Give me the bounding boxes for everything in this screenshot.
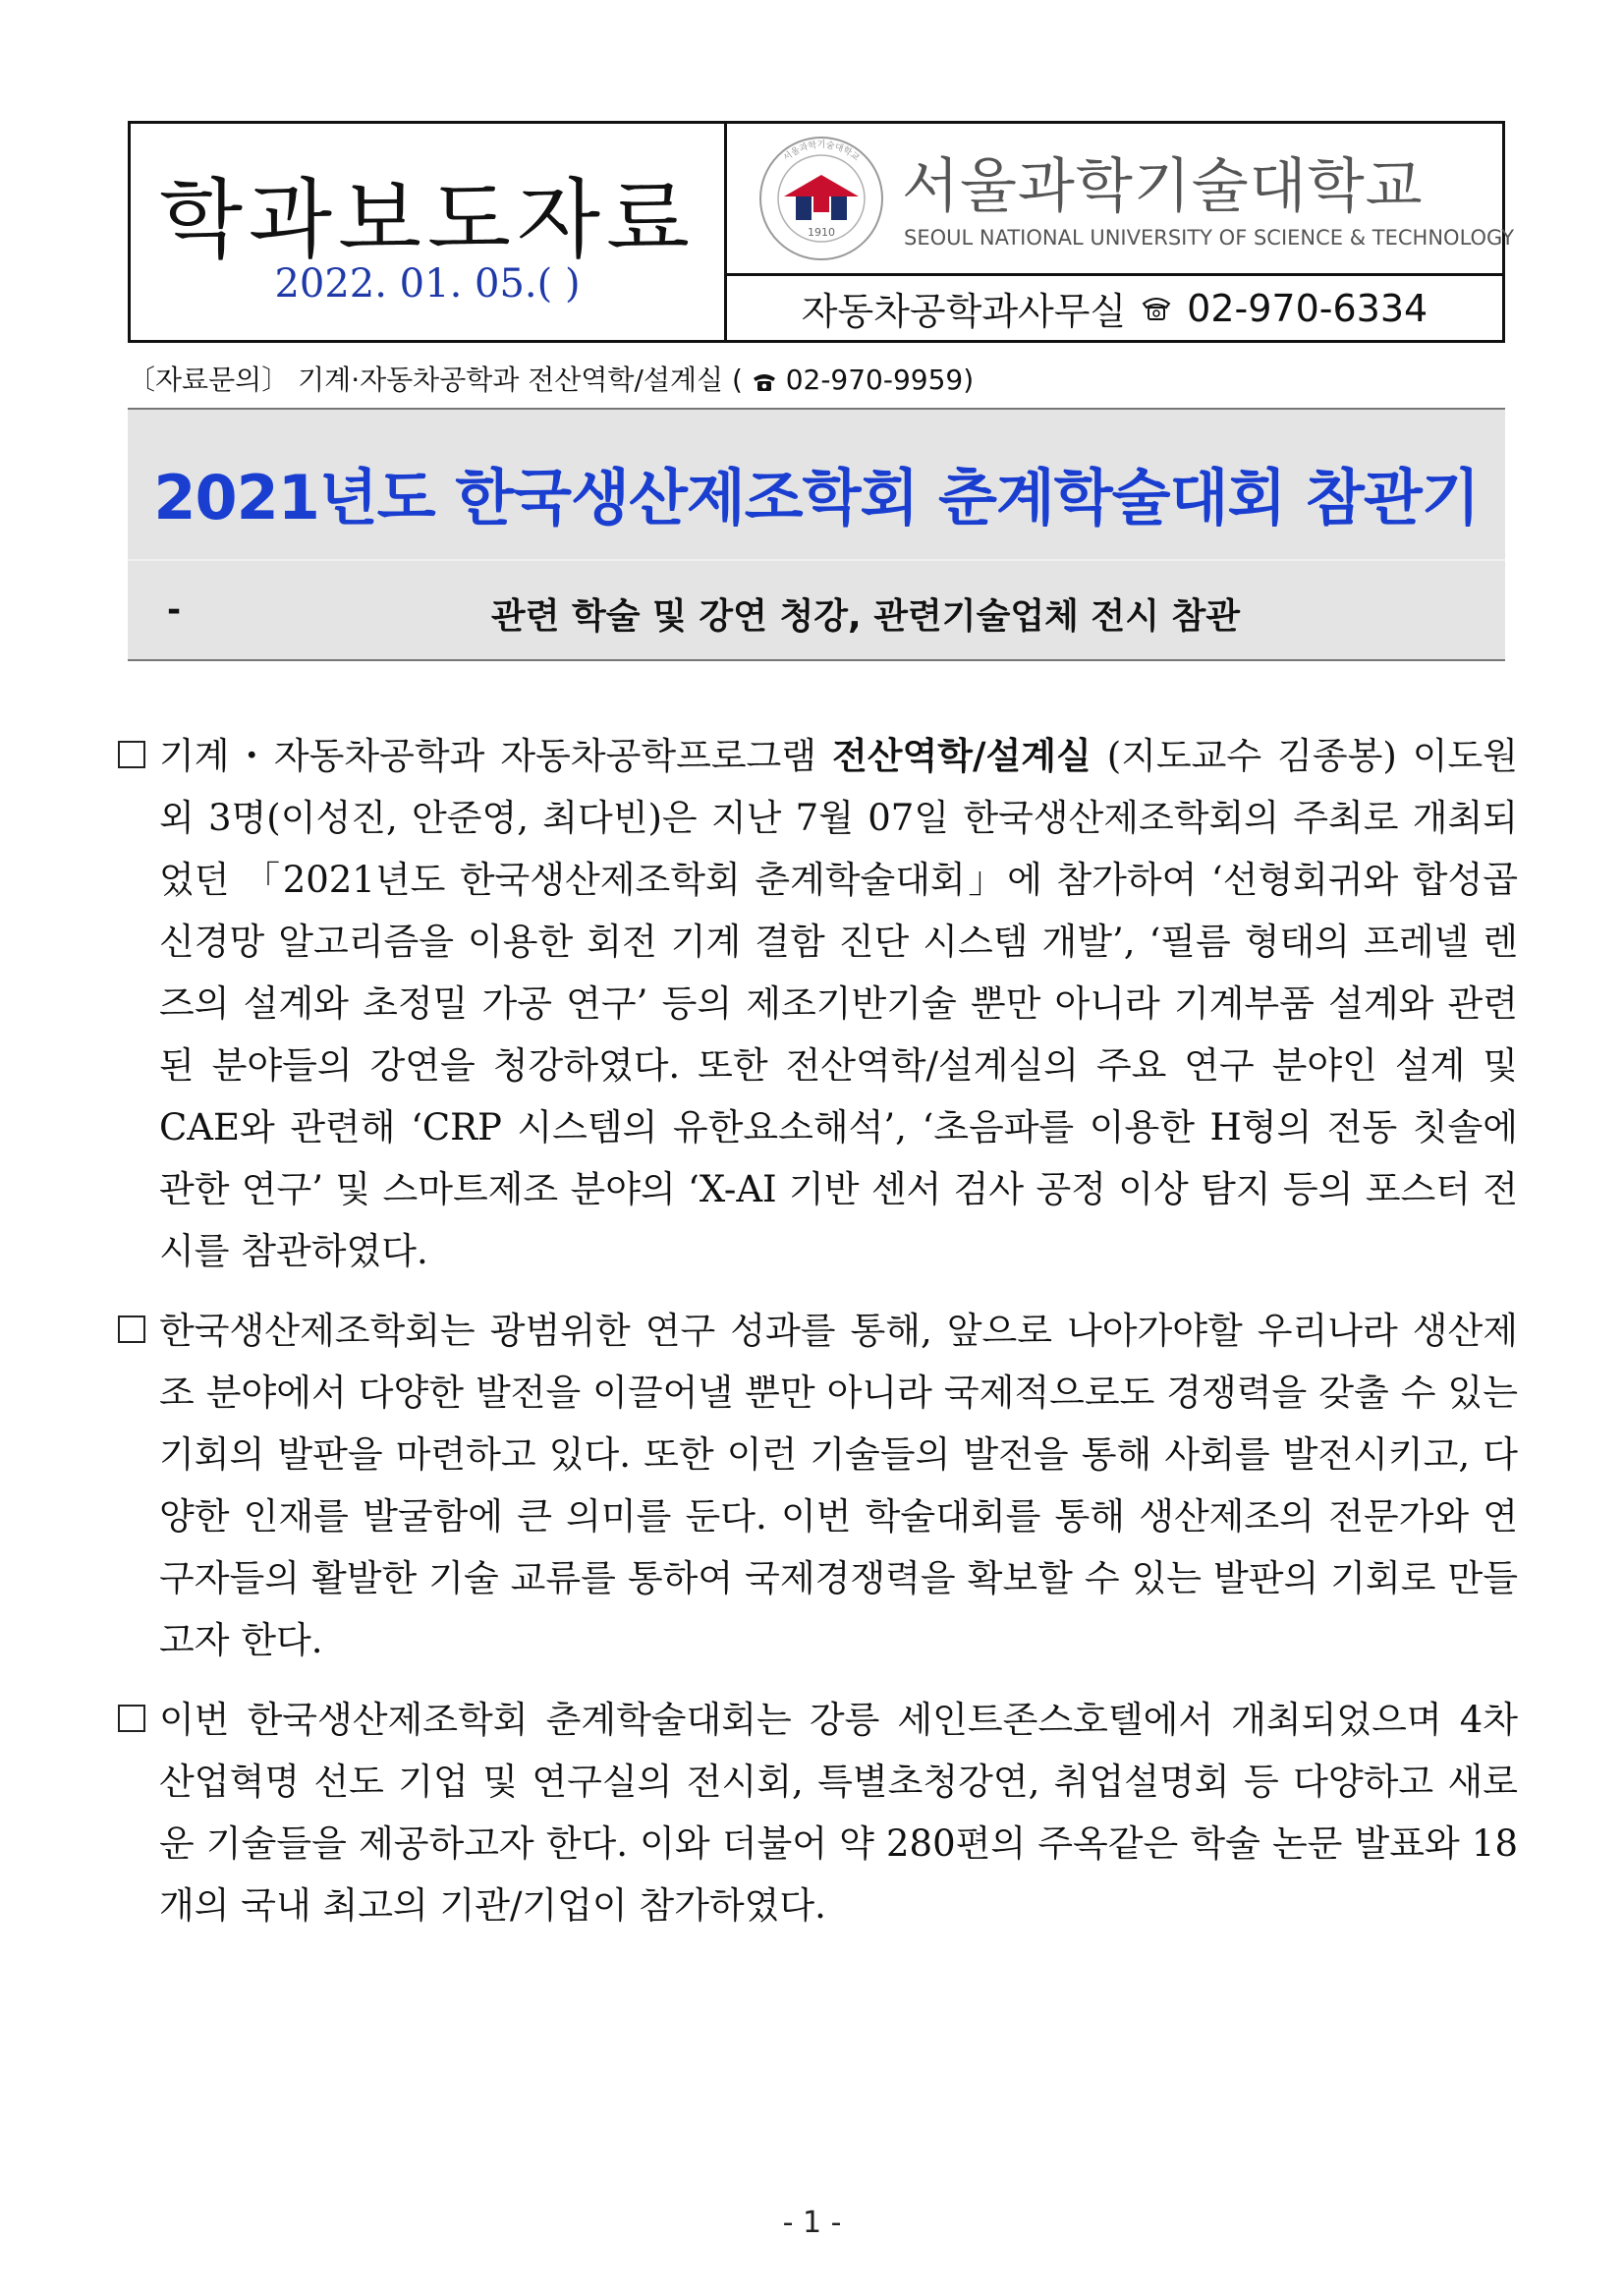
p3-text: 이번 한국생산제조학회 춘계학술대회는 강릉 세인트존스호텔에서 개최되었으며 4차 산업혁명 선도 기업 및 연구실의 전시회, 특별초청강연, 취업설명회 등 다양하고 새로운 기술들을 제공하고자 한다. 이와 더불어 약 280편의 주옥같은 학술 논문 발표와 18개의 국내 최고의 기관/기업이 참가하였다. bbox=[159, 1699, 1518, 1927]
subtitle: 관련 학술 및 강연 청강, 관련기술업체 전시 참관 bbox=[490, 596, 1241, 637]
contact-line bbox=[128, 359, 974, 398]
checkbox-icon bbox=[118, 1316, 145, 1343]
p2-text: 한국생산제조학회는 광범위한 연구 성과를 통해, 앞으로 나아가야할 우리나라 생산제조 분야에서 다양한 발전을 이끌어낼 뿐만 아니라 국제적으로도 경쟁력을 갖출 수 있는 기회의 발판을 마련하고 있다. 또한 이런 기술들의 발전을 통해 사회를 발전시키고, 다양한 인재를 발굴함에 큰 의미를 둔다. 이번 학술대회를 통해 생산제조의 전문가와 연구자들의 활발한 기술 교류를 통하여 국제경쟁력을 확보할 수 있는 발판의 기회로 만들고자 한다. bbox=[159, 1310, 1518, 1661]
paragraph-3 bbox=[118, 1689, 1518, 1936]
contact-text: 〔자료문의〕 기계·자동차공학과 전산역학/설계실 ( bbox=[128, 364, 743, 396]
doc-type-title: 학과보도자료 bbox=[158, 169, 697, 270]
contact-phone: 02-970-9959) bbox=[785, 364, 975, 396]
title-band bbox=[128, 408, 1505, 661]
university-name-en: SEOUL NATIONAL UNIVERSITY OF SCIENCE & TECHNOLOGY bbox=[904, 226, 1515, 250]
checkbox-icon bbox=[118, 1705, 145, 1732]
p1-lab-name: 전산역학/설계실 bbox=[832, 735, 1092, 777]
svg-text:서울과학기술대학교 bbox=[781, 139, 862, 163]
office-name: 자동차공학과사무실 bbox=[801, 290, 1127, 333]
university-logo-cell bbox=[727, 124, 1515, 276]
release-date: 2022. 01. 05.( ) bbox=[274, 261, 581, 307]
office-contact-cell bbox=[727, 276, 1502, 340]
office-phone: 02-970-6334 bbox=[1187, 286, 1428, 330]
seal-year: 1910 bbox=[808, 226, 835, 239]
phone-icon bbox=[1140, 292, 1173, 325]
header-left-cell bbox=[131, 124, 727, 340]
paragraph-2 bbox=[118, 1300, 1518, 1671]
university-name-ko: 서울과학기술대학교 bbox=[902, 152, 1424, 221]
subtitle-dash: - bbox=[167, 590, 182, 630]
seal-arc-text: 서울과학기술대학교 bbox=[781, 140, 862, 164]
p1-text-a: 기계・자동차공학과 자동차공학프로그램 bbox=[159, 735, 833, 777]
p1-text-b: (지도교수 김종봉) 이도원 외 3명(이성진, 안준영, 최다빈)은 지난 7월 07일 한국생산제조학회의 주최로 개최되었던 「2021년도 한국생산제조학회 춘계학술대회」에 참가하여 ‘선형회귀와 합성곱 신경망 알고리즘을 이용한 회전 기계 결함 진단 시스템 개발’, ‘필름 형태의 프레넬 렌즈의 설계와 초정밀 가공 연구’ 등의 제조기반기술 뿐만 아니라 기계부품 설계와 관련된 분야들의 강연을 청강하였다. 또한 전산역학/설계실의 주요 연구 분야인 설계 및 CAE와 관련해 ‘CRP 시스템의 유한요소해석’, ‘초음파를 이용한 H형의 전동 칫솔에 관한 연구’ 및 스마트제조 분야의 ‘X-AI 기반 센서 검사 공정 이상 탐지 등의 포스터 전시를 참관하였다. bbox=[159, 735, 1518, 1272]
main-title: 2021년도 한국생산제조학회 춘계학술대회 참관기 bbox=[153, 462, 1480, 533]
checkbox-icon bbox=[118, 741, 145, 768]
page-number: - 1 - bbox=[782, 2206, 842, 2240]
phone-icon bbox=[752, 370, 777, 392]
paragraph-1 bbox=[118, 725, 1518, 1282]
article-body bbox=[118, 725, 1518, 1954]
press-header-box bbox=[128, 121, 1515, 343]
university-seal-icon bbox=[756, 134, 886, 263]
